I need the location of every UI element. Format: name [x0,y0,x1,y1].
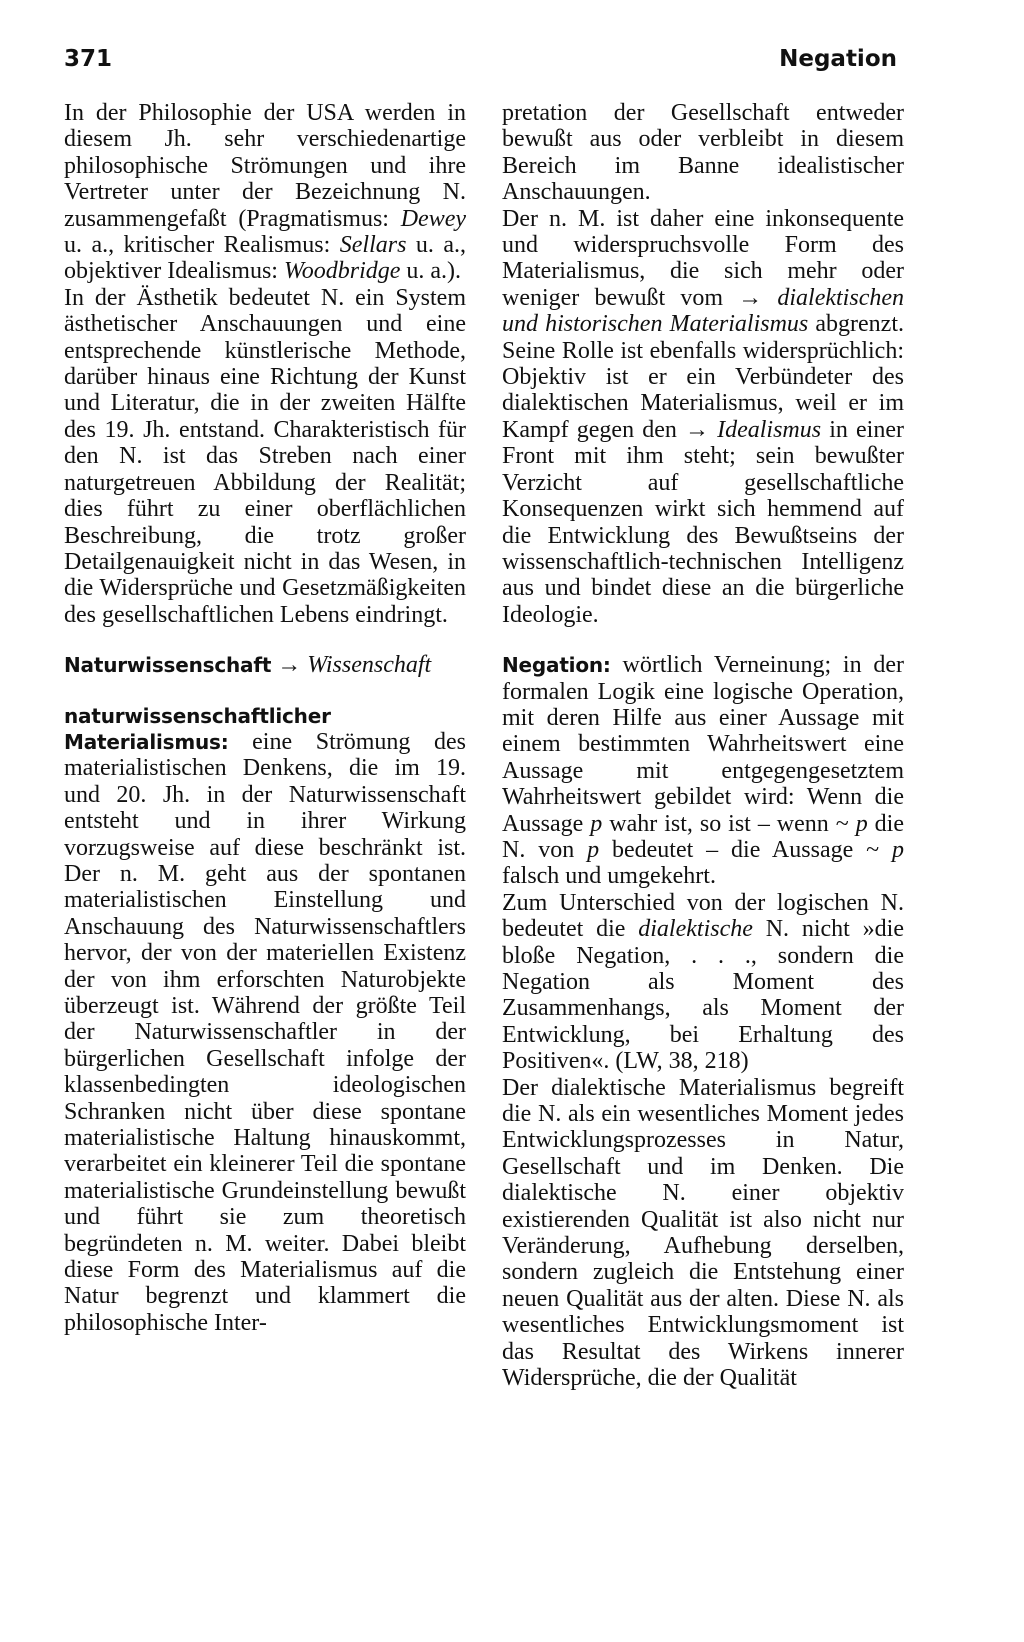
paragraph-usa-philosophy [64,100,466,285]
entry-naturwissenschaft [64,652,466,678]
person-name: Woodbridge [283,258,401,285]
paragraph-aesthetics: In der Ästhetik bedeutet N. ein System ästhetischer Anschauungen und eine entsprechende künstlerische Methode, darüber hinaus eine Richtung der Kunst und Literatur, die in der zweiten Hälfte des 19. Jh. entstand. Charakteristisch für den N. ist das Streben nach einer naturgetreuen Abbildung der Realität; dies führt zu einer oberflächlichen Beschreibung, die trotz großer Detailgenauigkeit nicht in das Wesen, in die Widersprüche und Gesetzmäßigkeiten des gesellschaftlichen Lebens eindringt. [64,284,466,628]
person-name: Sellars [339,232,407,259]
paragraph-inconsistent-form [502,206,904,629]
text: Der n. M. ist daher eine inkonsequente und widerspruchsvolle Form des Materialismus, die sich mehr oder weniger bewußt vom → [502,205,904,311]
right-column [502,100,904,1392]
entry-headword: naturwissenschaftlicher Materialismus: [64,703,331,754]
entry-naturwissenschaftlicher-materialismus [64,703,466,1337]
text: in einer Front mit ihm steht; sein bewußter Verzicht auf gesellschaftliche Konsequenzen wirkt sich hemmend auf die Entwicklung des Bewußtseins der wissenschaftlich-technischen Intelligenz aus und bindet diese an die bürgerliche Ideologie. [502,416,904,628]
cross-reference-target: dialektischen und historischen Materialismus [502,284,904,338]
text: u. a., objektiver Idealismus: [64,232,466,285]
text: N. nicht »die bloße Negation, . . ., sondern die Negation als Moment des Zusammenhangs, als Moment der Entwicklung, bei Erhaltung des Positiven«. (LW, 38, 218) [502,916,904,1075]
text: wörtlich Verneinung; in der formalen Logik eine logische Operation, mit deren Hilfe aus einer Aussage mit einem bestimmten Wahrheitswert eine Aussage mit entgegengesetztem Wahrheitswert gebildet wird: Wenn die Aussage [502,652,904,837]
cross-reference-target: Wissenschaft [307,652,432,679]
text: In der Philosophie der USA werden in diesem Jh. sehr verschiedenartige philosophische Strömungen und ihre Vertreter unter der Bezeichnung N. zusammengefaßt (Pragmatismus: [64,100,466,232]
variable: p [892,836,904,863]
cross-reference-target: Idealismus [717,416,822,443]
text: abgrenzt. Seine Rolle ist ebenfalls widersprüchlich: Objektiv ist er ein Verbündeter des dialektischen Materialismus, weil er im Kampf gegen den → [502,311,904,443]
text: bedeutet – die Aussage ~ [599,836,892,863]
text: falsch und umgekehrt. [502,863,716,890]
entry-negation [502,652,904,890]
entry-headword: Naturwissenschaft [64,653,272,678]
page-number: 371 [64,46,113,72]
cross-reference-arrow: → [271,652,308,679]
left-column [64,100,466,1336]
person-name: Dewey [400,205,466,232]
running-head-keyword: Negation [779,46,897,72]
variable: p [587,836,600,863]
variable: p [590,810,603,837]
paragraph-dialectical-materialism: Der dialektische Materialismus begreift die N. als ein wesentliches Moment jedes Entwicklungsprozesses in Natur, Gesellschaft und im Denken. Die dialektische N. einer objektiv existierenden Qualität ist also nicht nur Veränderung, Aufhebung derselben, sondern zugleich die Entstehung einer neuen Qualität aus der alten. Diese N. als wesentliches Entwicklungsmoment ist das Resultat des Wirkens innerer Widersprüche, die der Qualität [502,1074,904,1392]
entry-definition: eine Strömung des materialistischen Denkens, die im 19. und 20. Jh. in der Naturwissenschaft entsteht und in ihrer Wirkung vorzugsweise auf diese beschränkt ist. Der n. M. geht aus der spontanen materialistischen Einstellung und Anschauung des Naturwissenschaftlers hervor, der von der materiellen Existenz der von ihm erforschten Naturobjekte überzeugt ist. Während der größte Teil der Naturwissenschaftler in der bürgerlichen Gesellschaft infolge der klassenbedingten ideologischen Schranken nicht über diese spontane materialistische Haltung hinauskommt, verarbeitet ein kleinerer Teil die spontane materialistische Grundeinstellung bewußt und führt sie zum theoretisch begründeten n. M. weiter. Dabei bleibt diese Form des Materialismus auf die Natur begrenzt und klammert die philosophische Inter- [64,728,466,1336]
text: wahr ist, so ist – wenn ~ [602,810,856,837]
text: u. a.). [400,258,462,285]
entry-headword: Negation: [502,653,611,678]
text: u. a., kritischer Realismus: [64,232,340,259]
variable: p [855,810,868,837]
paragraph-dialectical-negation [502,890,904,1075]
paragraph-continuation: pretation der Gesellschaft entweder bewußt aus oder verbleibt in diesem Bereich im Banne idealistischer Anschauungen. [502,100,904,206]
text: die N. von [502,810,904,863]
text: Zum Unterschied von der logischen N. bedeutet die [502,889,904,943]
emphasis: dialektische [638,916,753,943]
